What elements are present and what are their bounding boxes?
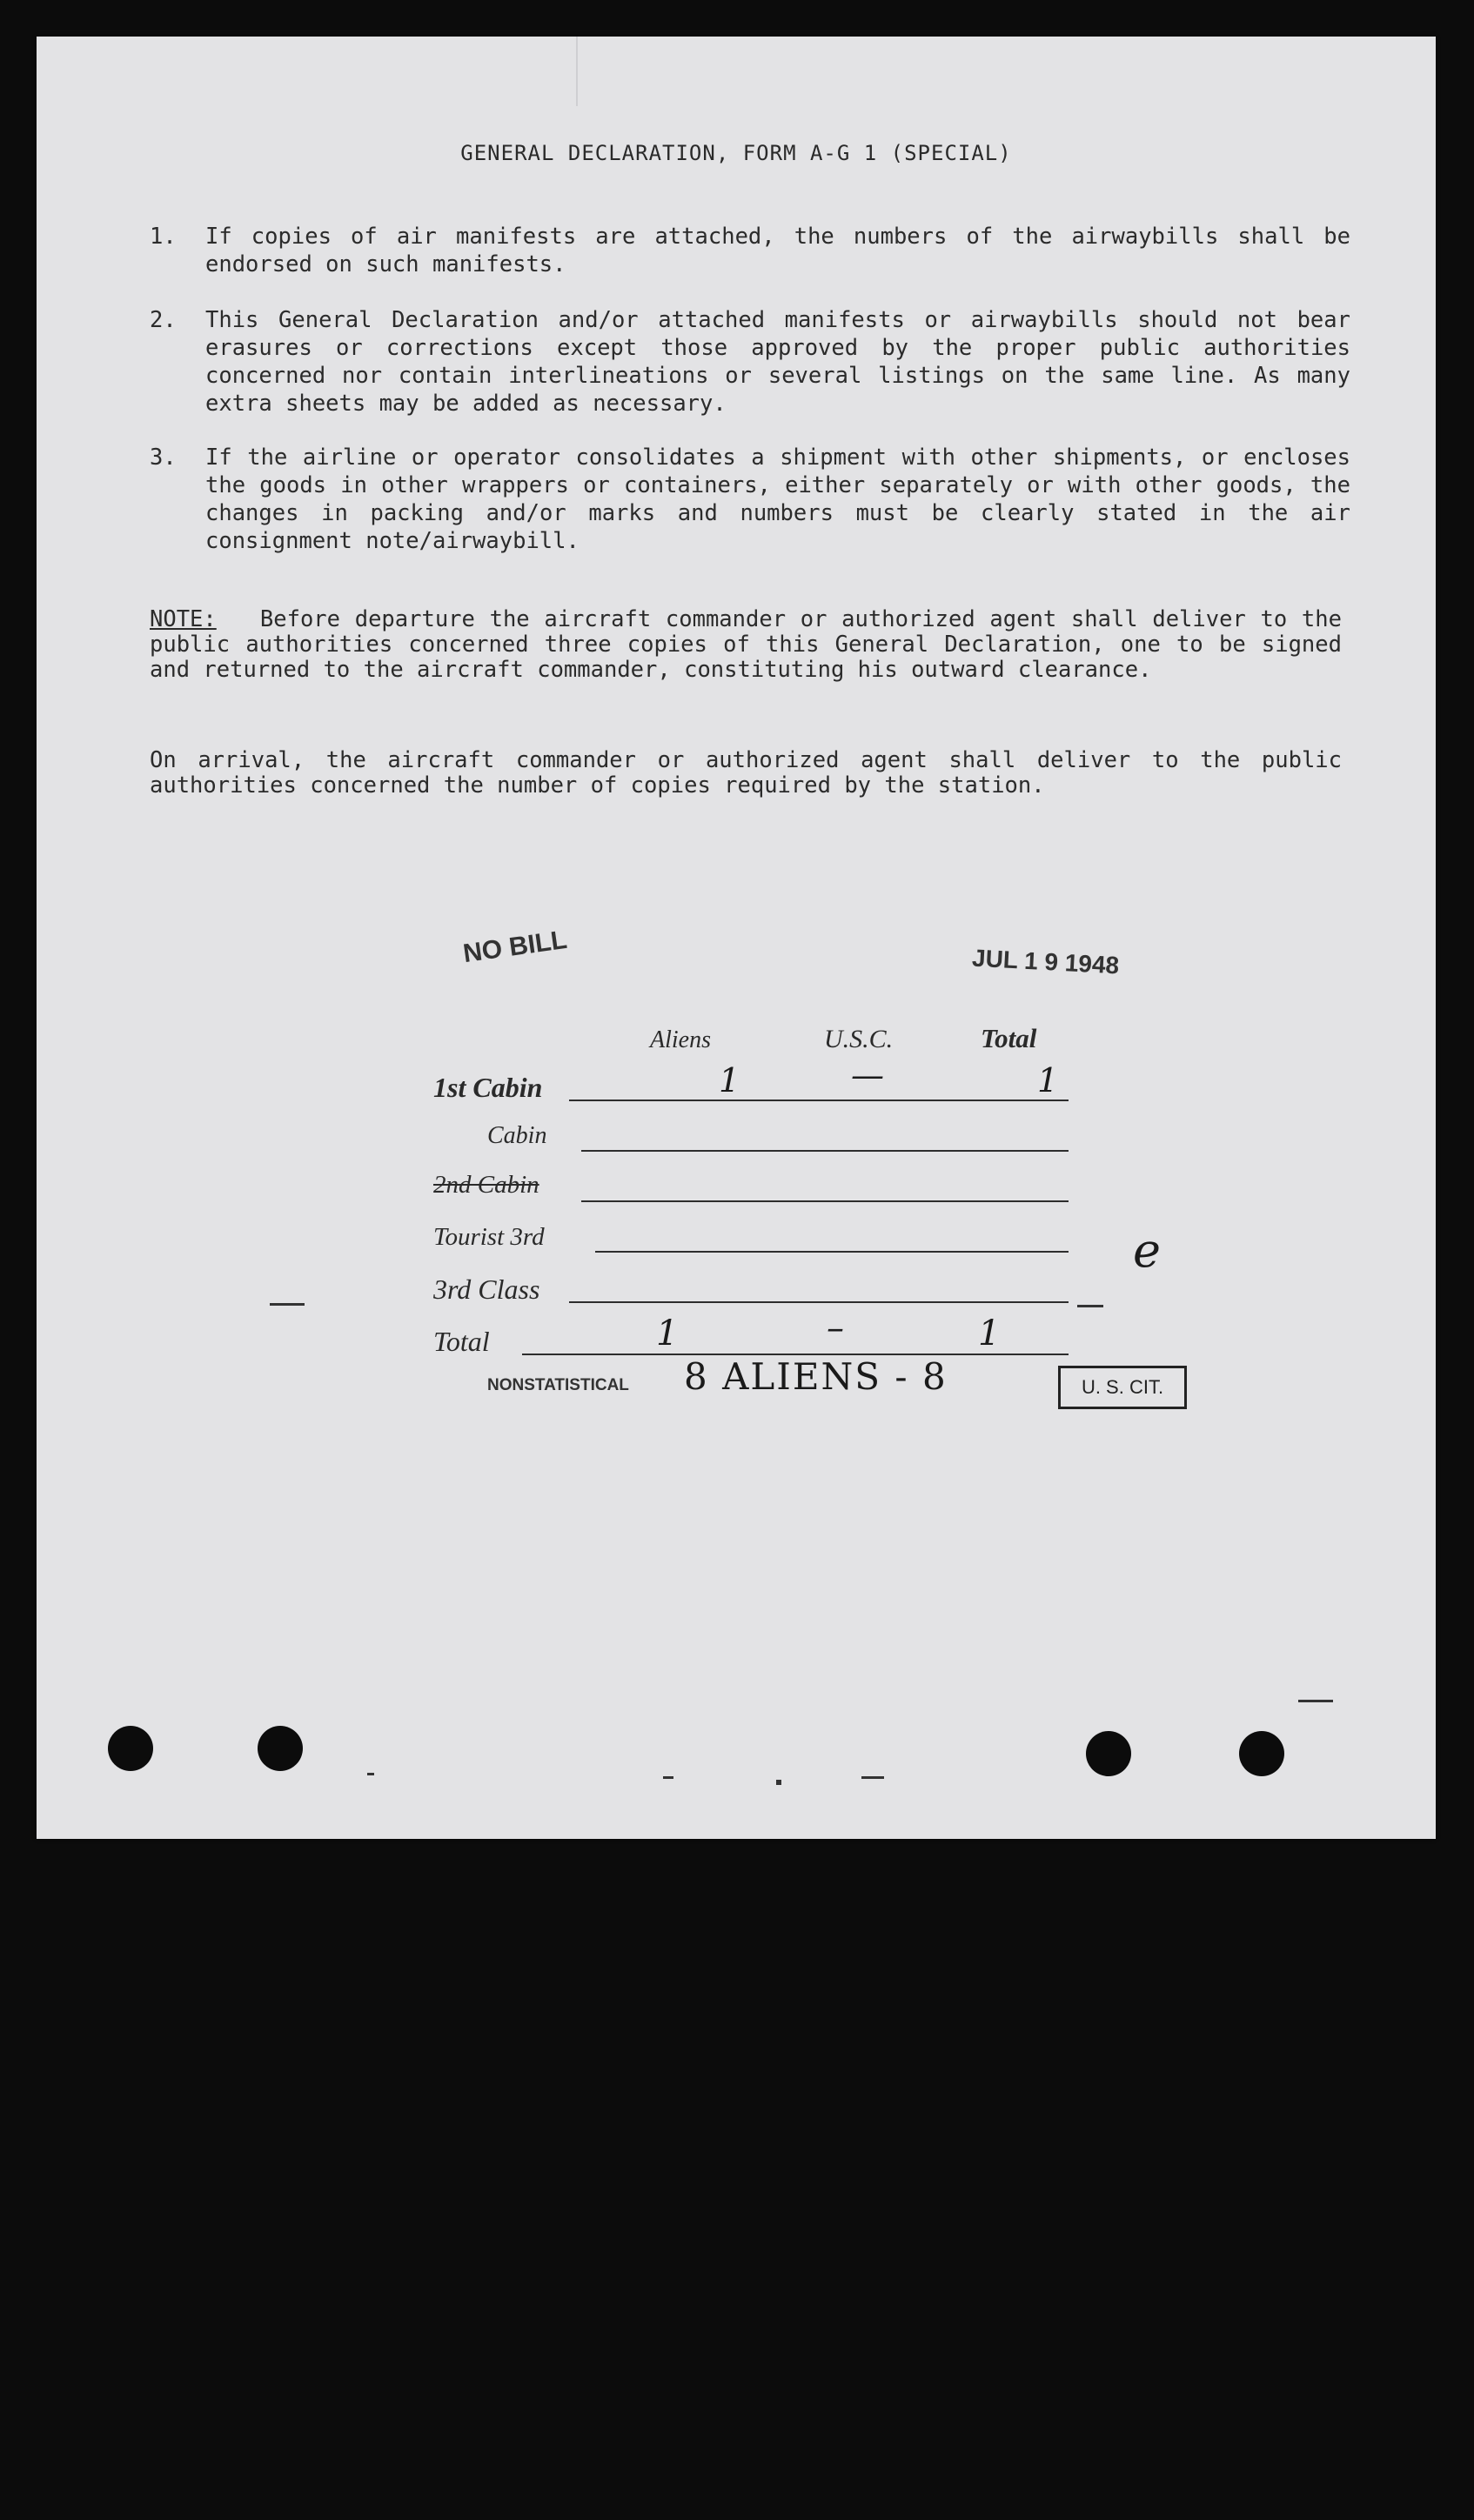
- note-label: NOTE:: [150, 606, 217, 632]
- punch-hole: [258, 1726, 303, 1771]
- first-cabin-usc: —: [851, 1056, 884, 1094]
- row-label-1st-cabin: 1st Cabin: [433, 1072, 543, 1103]
- instruction-number: 1.: [150, 224, 177, 250]
- instruction-text: If the airline or operator consolidates a shipment with other shipments, or encloses the goods in other wrappers or containers, either separately or with other goods, the changes in packing and/or marks and numbers must be clearly stated in the air consignment note/airwaybill.: [205, 445, 1350, 554]
- row-label-tourist-3rd: Tourist 3rd: [433, 1223, 545, 1251]
- row-line-1st-cabin: [569, 1100, 1069, 1101]
- total-total: 1: [978, 1313, 1001, 1354]
- row-label-2nd-cabin: 2nd Cabin: [433, 1171, 539, 1199]
- row-line-cabin: [581, 1150, 1069, 1152]
- row-label-3rd-class: 3rd Class: [433, 1273, 540, 1305]
- first-cabin-total: 1: [1037, 1061, 1059, 1100]
- speck: [663, 1776, 673, 1779]
- note-paragraph: [150, 607, 1342, 683]
- row-line-3rd-class: [569, 1301, 1069, 1303]
- speck: [1077, 1305, 1103, 1307]
- row-line-2nd-cabin: [581, 1200, 1069, 1202]
- instruction-number: 2.: [150, 307, 177, 333]
- total-usc: –: [827, 1308, 844, 1348]
- first-cabin-aliens: 1: [719, 1061, 740, 1100]
- header-usc: U.S.C.: [824, 1025, 894, 1053]
- instruction-text: If copies of air manifests are attached, the numbers of the airwaybills shall be endorsed on such manifests.: [205, 224, 1350, 277]
- note-text: Before departure the aircraft commander or authorized agent shall deliver to the public authorities concerned three copies of this General Declaration, one to be signed and returned to the aircraft commander, constituting his outward clearance.: [150, 606, 1342, 683]
- speck: [776, 1780, 781, 1785]
- total-aliens: 1: [656, 1313, 679, 1354]
- handwritten-aliens-note: 8 ALIENS - 8: [684, 1355, 948, 1398]
- header-aliens: Aliens: [650, 1026, 711, 1053]
- row-line-tourist-3rd: [595, 1251, 1069, 1253]
- header-total: Total: [981, 1023, 1037, 1053]
- nonstatistical-stamp: NONSTATISTICAL: [487, 1376, 629, 1394]
- speck: [367, 1773, 374, 1775]
- instruction-text: This General Declaration and/or attached manifests or airwaybills should not bear erasures or corrections except those approved by the proper public authorities concerned nor contain interlineations or several listings on the same line. As many extra sheets may be added as necessary.: [205, 307, 1350, 417]
- handwritten-mark: e: [1133, 1223, 1161, 1278]
- speck: [270, 1303, 305, 1306]
- arrival-paragraph: On arrival, the aircraft commander or authorized agent shall deliver to the public authorities concerned the number of copies required by the station.: [150, 747, 1342, 799]
- no-bill-stamp: NO BILL: [461, 925, 569, 969]
- punch-hole: [1086, 1731, 1131, 1776]
- row-label-total: Total: [433, 1326, 490, 1357]
- punch-hole: [108, 1726, 153, 1771]
- date-stamp: JUL 1 9 1948: [971, 944, 1120, 979]
- speck: [861, 1776, 884, 1779]
- document-page: [37, 37, 1436, 1839]
- paper-fold: [576, 37, 578, 106]
- instruction-number: 3.: [150, 445, 177, 471]
- us-cit-stamp: U. S. CIT.: [1058, 1366, 1187, 1409]
- row-label-cabin: Cabin: [487, 1122, 547, 1149]
- speck: [1298, 1700, 1333, 1702]
- form-title: GENERAL DECLARATION, FORM A-G 1 (SPECIAL): [460, 141, 1012, 165]
- punch-hole: [1239, 1731, 1284, 1776]
